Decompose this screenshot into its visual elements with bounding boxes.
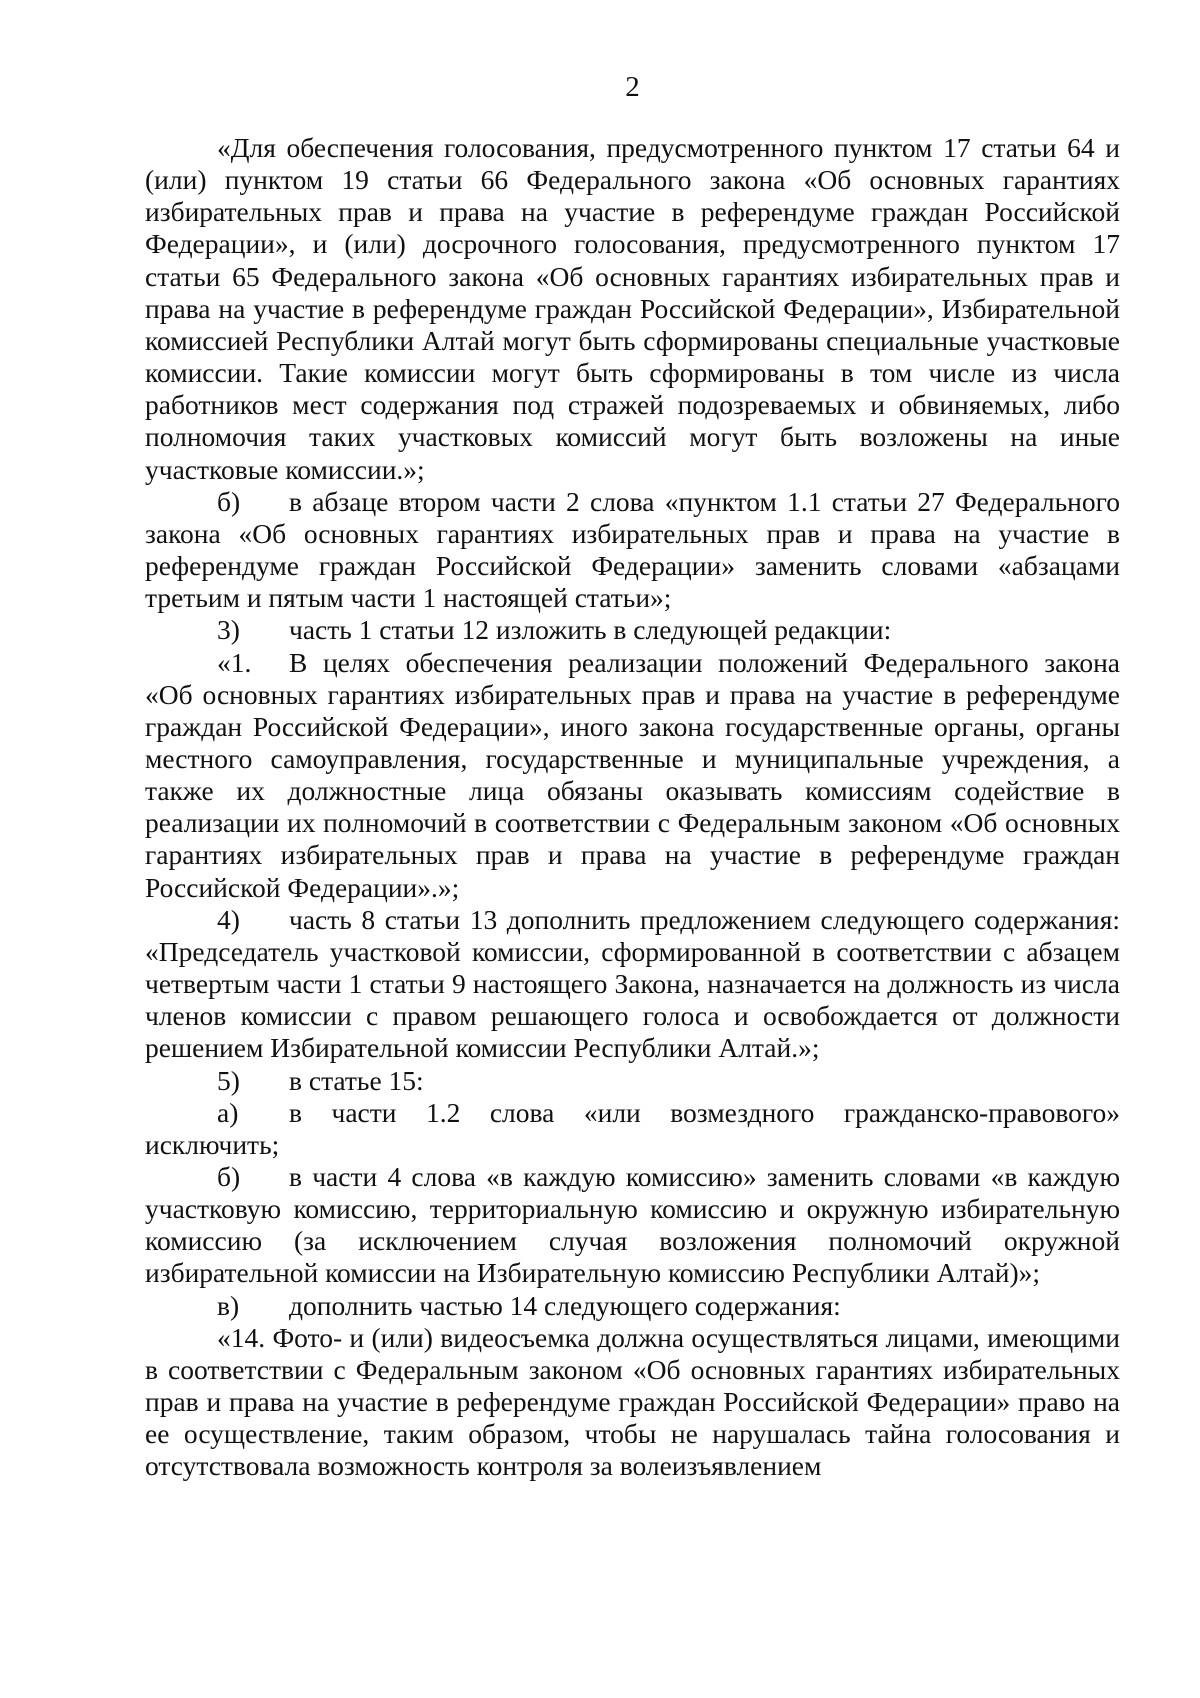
- list-marker: в): [217, 1289, 240, 1321]
- list-marker: «1.: [217, 646, 252, 678]
- list-item-b-chast-4: [145, 1161, 1120, 1290]
- page-number: 2: [625, 71, 640, 103]
- list-item-text: часть 8 статьи 13 дополнить предложением следующего содержания: «Председатель участковой комиссии, сформированной в соответствии с абзацем четвертым части 1 статьи 9 настоящего Закона, назначается на должность из числа членов комиссии с правом решающего голоса и освобождается от должности решением Избирательной комиссии Республики Алтай.»;: [145, 903, 1120, 1064]
- list-item-text: в абзаце втором части 2 слова «пунктом 1.1 статьи 27 Федерального закона «Об основных гарантиях избирательных прав и права на участие в референдуме граждан Российской Федерации» заменить словами «абзацами третьим и пятым части 1 настоящей статьи»;: [145, 485, 1120, 614]
- list-item-v-chast-14: [145, 1290, 1120, 1322]
- list-item-text: часть 1 статьи 12 изложить в следующей редакции:: [289, 614, 892, 646]
- paragraph-text: «14. Фото- и (или) видеосъемка должна осуществляться лицами, имеющими в соответствии с Федеральным законом «Об основных гарантиях избирательных прав и права на участие в референдуме граждан Российской Федерации» право на ее осуществление, таким образом, чтобы не нарушалась тайна голосования и отсутствовала возможность контроля за волеизъявлением: [145, 1321, 1120, 1482]
- list-item-quoted-1: [145, 647, 1120, 904]
- list-item-text: в статье 15:: [289, 1064, 424, 1096]
- list-marker: 3): [217, 614, 240, 646]
- list-item-text: В целях обеспечения реализации положений Федерального закона «Об основных гарантиях избирательных прав и права на участие в референдуме граждан Российской Федерации», иного закона государственные органы, органы местного самоуправления, государственные и муниципальные учреждения, а также их должностные лица обязаны оказывать комиссиям содействие в реализации их полномочий в соответствии с Федеральным законом «Об основных гарантиях избирательных прав и права на участие в референдуме граждан Российской Федерации».»;: [145, 646, 1120, 903]
- list-marker: 4): [217, 903, 240, 935]
- paragraph-text: «Для обеспечения голосования, предусмотренного пунктом 17 статьи 64 и (или) пунктом 19 статьи 66 Федерального закона «Об основных гарантиях избирательных прав и права на участие в референдуме граждан Российской Федерации», и (или) досрочного голосования, предусмотренного пунктом 17 статьи 65 Федерального закона «Об основных гарантиях избирательных прав и права на участие в референдуме граждан Российской Федерации», Избирательной комиссией Республики Алтай могут быть сформированы специальные участковые комиссии. Такие комиссии могут быть сформированы в том числе из числа работников мест содержания под стражей подозреваемых и обвиняемых, либо полномочия таких участковых комиссий могут быть возложены на иные участковые комиссии.»;: [145, 132, 1120, 485]
- list-marker: б): [217, 485, 241, 517]
- list-item-3-chast-1-statyi-12: [145, 614, 1120, 646]
- list-item-text: дополнить частью 14 следующего содержания:: [289, 1289, 841, 1321]
- paragraph-quoted-14-photo-video: [145, 1322, 1120, 1483]
- list-item-text: в части 1.2 слова «или возмездного гражданско-правового» исключить;: [145, 1096, 1120, 1160]
- paragraph-quoted-special-commissions: [145, 132, 1120, 486]
- document-page: [145, 70, 1120, 1483]
- list-item-a-chast-1-2: [145, 1097, 1120, 1161]
- list-item-4-chast-8-statyi-13: [145, 904, 1120, 1065]
- list-marker: б): [217, 1161, 241, 1192]
- list-item-5-statya-15: [145, 1065, 1120, 1097]
- list-item-text: в части 4 слова «в каждую комиссию» заменить словами «в каждую участковую комиссию, территориальную комиссию и окружную избирательную комиссию (за исключением случая возложения полномочий окружной избирательной комиссии на Избирательную комиссию Республики Алтай)»;: [145, 1161, 1120, 1289]
- list-marker: а): [217, 1096, 239, 1128]
- list-item-b-abzac-vtoroy: [145, 486, 1120, 615]
- list-marker: 5): [217, 1064, 240, 1096]
